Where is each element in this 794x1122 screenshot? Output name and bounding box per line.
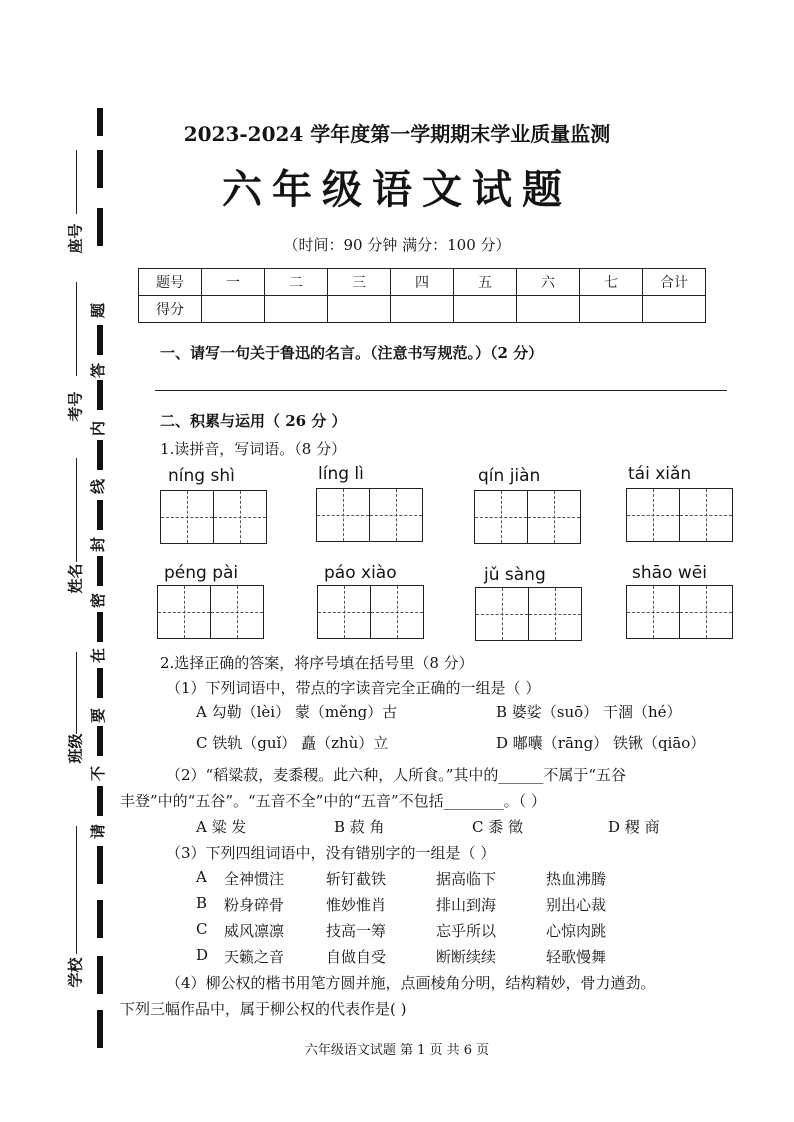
score-input-cell[interactable] [643, 296, 706, 323]
option-a: A 粱 发 [196, 818, 247, 836]
seal-bar [97, 956, 103, 994]
writing-box[interactable] [317, 585, 422, 639]
answer-line[interactable] [155, 390, 727, 391]
seal-char: 密 [89, 592, 108, 609]
pinyin-label: páo xiào [324, 563, 397, 583]
q2-title: 2.选择正确的答案，将序号填在括号里（8 分） [160, 654, 474, 672]
school-label: 学校 [66, 957, 85, 988]
word-item: 天籁之音 [224, 948, 285, 966]
word-item: 热血沸腾 [546, 870, 607, 888]
seat-label: 座号 [66, 223, 85, 254]
seal-char: 不 [89, 765, 108, 782]
word-item: 断断续续 [436, 948, 497, 966]
q2-4-line1: （4）柳公权的楷书用笔方圆并施，点画棱角分明，结构精妙，骨力遒劲。 [166, 974, 656, 992]
pinyin-label: péng pài [164, 563, 239, 583]
seal-char: 要 [89, 707, 108, 724]
pinyin-label: líng lì [318, 464, 364, 484]
table-cell: 三 [328, 269, 391, 296]
table-cell: 五 [454, 269, 517, 296]
exam-time-score: （时间：90 分钟 满分：100 分） [283, 236, 511, 254]
writing-box[interactable] [160, 490, 265, 544]
seal-char: 请 [89, 823, 108, 840]
q2-3-stem: （3）下列四组词语中，没有错别字的一组是（ ） [166, 844, 496, 862]
writing-box[interactable] [316, 488, 421, 542]
exam-title: 六年级语文试题 [222, 166, 572, 213]
word-item: 威风凛凛 [224, 922, 285, 940]
q1-title: 1.读拼音，写词语。（8 分） [160, 440, 347, 458]
pinyin-label: tái xiǎn [628, 464, 692, 484]
word-item: 技高一筹 [326, 922, 387, 940]
writing-box[interactable] [474, 490, 579, 544]
writing-box[interactable] [157, 585, 262, 639]
exam-series-title: 2023-2024 学年度第一学期期末学业质量监测 [183, 122, 611, 146]
fill-line[interactable] [76, 282, 77, 376]
word-item: 忘乎所以 [436, 922, 497, 940]
score-input-cell[interactable] [265, 296, 328, 323]
option-d: D 嘟囔（rāng） 铁锹（qiāo） [496, 734, 706, 752]
word-item: 轻歌慢舞 [546, 948, 607, 966]
seal-char: 封 [89, 536, 108, 553]
seal-bar [97, 380, 103, 410]
word-item: 粉身碎骨 [224, 896, 285, 914]
seal-bar [97, 556, 103, 586]
word-item: 据高临下 [436, 870, 497, 888]
table-cell: 一 [202, 269, 265, 296]
seal-char: 在 [89, 647, 108, 664]
seal-bar [97, 612, 103, 642]
option-a: A 勾勒（lèi） 蒙（měng）古 [196, 703, 398, 721]
page-footer: 六年级语文试题 第 1 页 共 6 页 [304, 1043, 490, 1058]
exam-number-label: 考号 [66, 391, 85, 422]
seal-char: 线 [89, 478, 108, 495]
seal-bar [97, 325, 103, 355]
option-c: C 铁轨（guǐ） 矗（zhù）立 [196, 734, 389, 752]
option-letter: D [196, 946, 209, 964]
score-input-cell[interactable] [202, 296, 265, 323]
option-b: B 菽 角 [334, 818, 385, 836]
section1-heading: 一、请写一句关于鲁迅的名言。（注意书写规范。）（2 分） [160, 344, 544, 362]
seal-bar [97, 846, 103, 884]
fill-line[interactable] [76, 826, 77, 954]
option-c: C 黍 徵 [472, 818, 524, 836]
score-input-cell[interactable] [580, 296, 643, 323]
writing-box[interactable] [626, 488, 731, 542]
table-cell: 六 [517, 269, 580, 296]
seal-bar [97, 500, 103, 530]
table-row [139, 269, 706, 296]
option-letter: B [196, 894, 208, 912]
word-item: 心惊肉跳 [546, 922, 607, 940]
score-input-cell[interactable] [454, 296, 517, 323]
word-item: 自做自受 [326, 948, 387, 966]
name-label: 姓名 [66, 563, 85, 594]
option-d: D 稷 商 [608, 818, 660, 836]
seal-char: 题 [89, 302, 108, 319]
word-item: 全神惯注 [224, 870, 285, 888]
pinyin-label: qín jiàn [478, 466, 541, 486]
seal-char: 内 [89, 420, 108, 437]
score-table [138, 268, 706, 323]
class-label: 班级 [66, 733, 85, 764]
option-letter: A [196, 868, 207, 886]
table-cell: 七 [580, 269, 643, 296]
q2-2-line2: 丰登”中的“五谷”。“五音不全”中的“五音”不包括________。（ ） [120, 792, 546, 810]
word-item: 惟妙惟肖 [326, 896, 387, 914]
table-cell: 得分 [139, 296, 202, 323]
pinyin-label: jǔ sàng [484, 565, 546, 585]
table-cell: 合计 [643, 269, 706, 296]
table-cell: 题号 [139, 269, 202, 296]
q2-1-stem: （1）下列词语中，带点的字读音完全正确的一组是（ ） [166, 679, 541, 697]
seal-bar [97, 668, 103, 698]
option-letter: C [196, 920, 208, 938]
seal-bar [97, 726, 103, 756]
score-input-cell[interactable] [328, 296, 391, 323]
writing-box[interactable] [475, 587, 580, 641]
word-item: 排山到海 [436, 896, 497, 914]
table-row [139, 296, 706, 323]
pinyin-label: shāo wēi [632, 563, 707, 583]
table-cell: 二 [265, 269, 328, 296]
fill-line[interactable] [76, 458, 77, 562]
seal-bar [97, 440, 103, 470]
option-b: B 婆娑（suō） 干涸（hé） [496, 703, 682, 721]
seal-char: 答 [89, 362, 108, 379]
table-cell: 四 [391, 269, 454, 296]
q2-2-line1: （2）“稻粱菽，麦黍稷。此六种，人所食。”其中的______不属于“五谷 [166, 766, 627, 784]
q2-4-line2: 下列三幅作品中，属于柳公权的代表作是( ) [120, 1000, 407, 1018]
fill-line[interactable] [76, 652, 77, 734]
score-input-cell[interactable] [391, 296, 454, 323]
word-item: 别出心裁 [546, 896, 607, 914]
seal-bar [97, 900, 103, 938]
section2-heading: 二、积累与运用（ 26 分 ） [160, 412, 347, 430]
writing-box[interactable] [626, 585, 731, 639]
score-input-cell[interactable] [517, 296, 580, 323]
seal-bar [97, 786, 103, 816]
word-item: 斩钉截铁 [326, 870, 387, 888]
pinyin-label: níng shì [168, 466, 235, 486]
